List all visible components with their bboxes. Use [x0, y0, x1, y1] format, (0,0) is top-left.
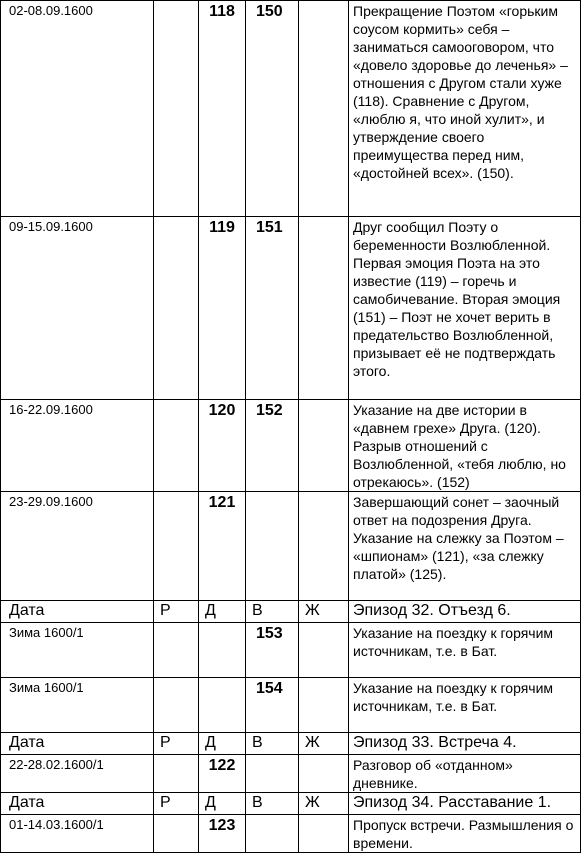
header-v-label: В — [246, 733, 299, 755]
header-d-label: Д — [199, 733, 246, 755]
header-d-label: Д — [199, 601, 246, 623]
table-row — [1, 400, 581, 492]
row-p-cell — [154, 400, 199, 492]
row-date: 09-15.09.1600 — [1, 217, 154, 400]
row-zh-number — [299, 492, 349, 601]
header-v-label: В — [246, 601, 299, 623]
header-date-label: Дата — [1, 733, 154, 755]
row-zh-number — [299, 623, 349, 678]
episode-header-row — [1, 601, 581, 623]
header-v-label: В — [246, 793, 299, 815]
row-zh-number — [299, 217, 349, 400]
row-zh-number — [299, 400, 349, 492]
episode-header-row — [1, 793, 581, 815]
row-description: Указание на две истории в «давнем грехе» Друга. (120). Разрыв отношений с Возлюбленной, «тебя люблю, но отрекаюсь». (152) — [349, 400, 581, 492]
table-row — [1, 755, 581, 793]
row-d-number: 123 — [199, 815, 246, 853]
row-v-number — [246, 492, 299, 601]
table-row — [1, 678, 581, 733]
row-date: Зима 1600/1 — [1, 623, 154, 678]
row-description: Указание на поездку к горячим источникам, т.е. в Бат. — [349, 623, 581, 678]
header-zh-label: Ж — [299, 601, 349, 623]
episode-header-row — [1, 733, 581, 755]
row-d-number — [199, 623, 246, 678]
row-date: 22-28.02.1600/1 — [1, 755, 154, 793]
header-zh-label: Ж — [299, 793, 349, 815]
row-zh-number — [299, 755, 349, 793]
header-p-label: Р — [154, 733, 199, 755]
row-p-cell — [154, 678, 199, 733]
row-d-number: 118 — [199, 1, 246, 217]
row-date: Зима 1600/1 — [1, 678, 154, 733]
header-p-label: Р — [154, 793, 199, 815]
row-p-cell — [154, 492, 199, 601]
row-description: Разговор об «отданном» дневнике. — [349, 755, 581, 793]
row-p-cell — [154, 1, 199, 217]
episode-title: Эпизод 33. Встреча 4. — [349, 733, 581, 755]
row-date: 23-29.09.1600 — [1, 492, 154, 601]
episode-title: Эпизод 34. Расставание 1. — [349, 793, 581, 815]
row-v-number: 153 — [246, 623, 299, 678]
row-description: Завершающий сонет – заочный ответ на подозрения Друга. Указание на слежку за Поэтом – «шпионам» (121), «за слежку платой» (125). — [349, 492, 581, 601]
header-p-label: Р — [154, 601, 199, 623]
header-zh-label: Ж — [299, 733, 349, 755]
row-p-cell — [154, 623, 199, 678]
row-date: 02-08.09.1600 — [1, 1, 154, 217]
header-date-label: Дата — [1, 601, 154, 623]
episode-title: Эпизод 32. Отъезд 6. — [349, 601, 581, 623]
row-zh-number — [299, 678, 349, 733]
header-date-label: Дата — [1, 793, 154, 815]
row-description: Указание на поездку к горячим источникам, т.е. в Бат. — [349, 678, 581, 733]
row-v-number: 150 — [246, 1, 299, 217]
row-d-number: 120 — [199, 400, 246, 492]
row-v-number: 154 — [246, 678, 299, 733]
row-d-number: 122 — [199, 755, 246, 793]
table-row — [1, 623, 581, 678]
row-d-number: 121 — [199, 492, 246, 601]
row-p-cell — [154, 755, 199, 793]
table-row — [1, 1, 581, 217]
header-d-label: Д — [199, 793, 246, 815]
row-zh-number — [299, 1, 349, 217]
row-description: Пропуск встречи. Размышления о времени. — [349, 815, 581, 853]
row-v-number — [246, 755, 299, 793]
row-date: 16-22.09.1600 — [1, 400, 154, 492]
row-description: Прекращение Поэтом «горьким соусом кормить» себя – заниматься самооговором, что «довело здоровье до леченья» – отношения с Другом стали хуже (118). Сравнение с Другом, «люблю я, что иной хулит», и утверждение своего преимущества перед ним, «достойней всех». (150). — [349, 1, 581, 217]
row-d-number — [199, 678, 246, 733]
row-v-number: 151 — [246, 217, 299, 400]
row-v-number: 152 — [246, 400, 299, 492]
table-row — [1, 217, 581, 400]
table-row — [1, 492, 581, 601]
row-description: Друг сообщил Поэту о беременности Возлюбленной. Первая эмоция Поэта на это известие (119) – горечь и самобичевание. Вторая эмоция (151) – Поэт не хочет верить в предательство Возлюбленной, призывает её не подтверждать этого. — [349, 217, 581, 400]
row-date: 01-14.03.1600/1 — [1, 815, 154, 853]
row-d-number: 119 — [199, 217, 246, 400]
row-p-cell — [154, 217, 199, 400]
